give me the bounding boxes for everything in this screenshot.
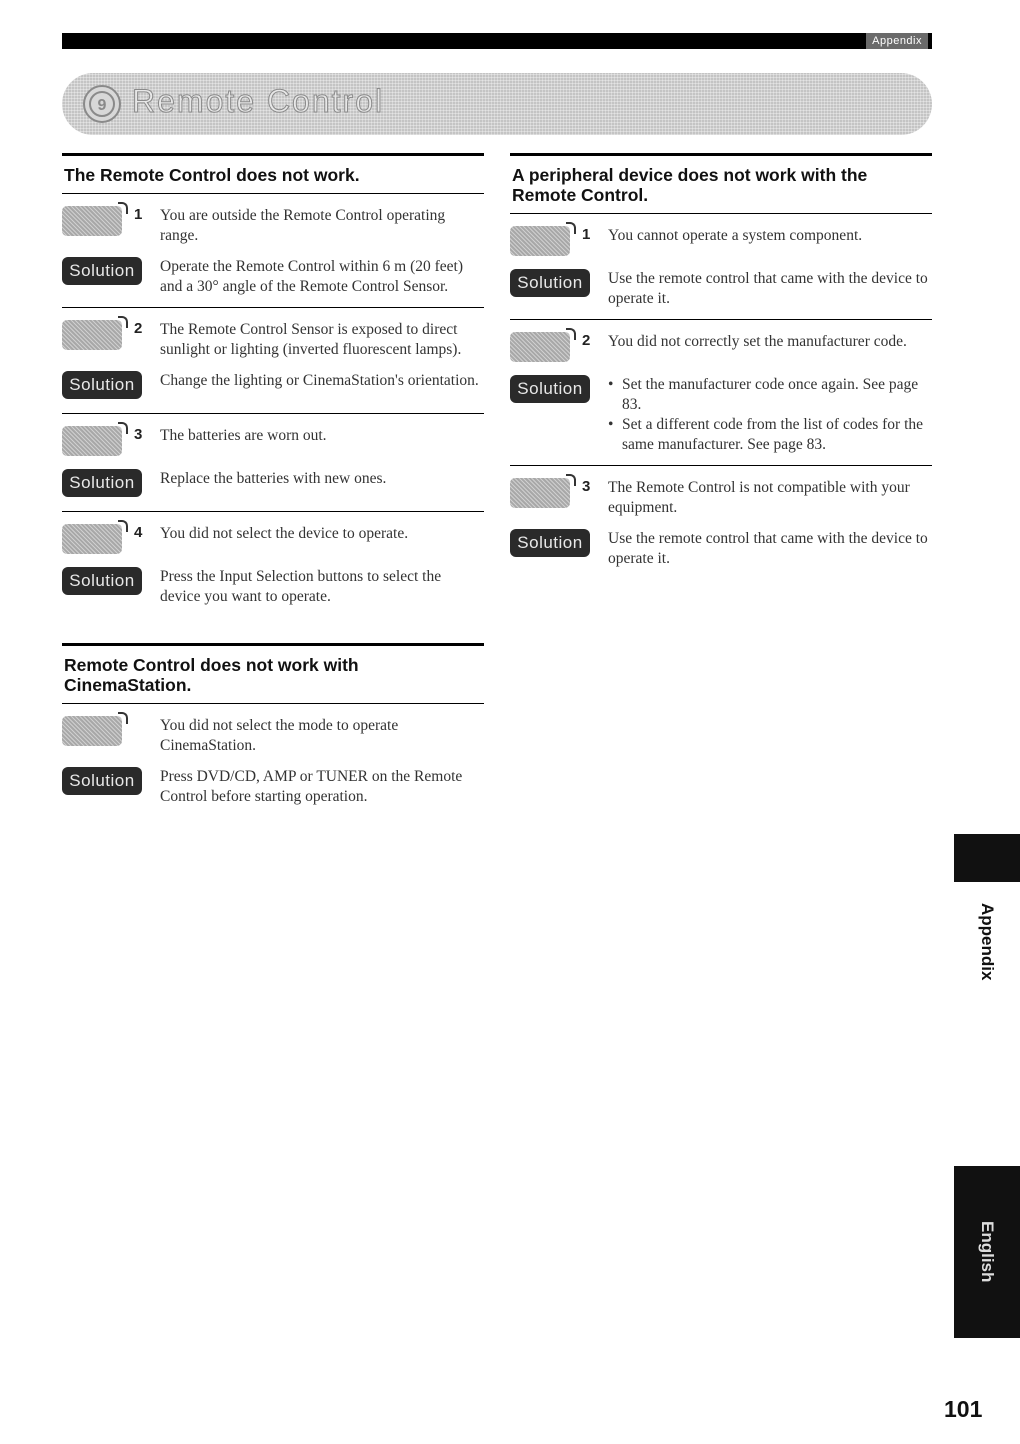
solution-badge: Solution: [62, 469, 142, 497]
title-banner: [62, 73, 932, 135]
appendix-tab-marker: [954, 834, 1020, 882]
problem-number: 2: [582, 332, 591, 349]
problem-block-cinemastation: [62, 704, 484, 817]
section-heading-cinemastation: Remote Control does not work with CinemaStation.: [62, 643, 484, 704]
problem-number: 4: [134, 524, 143, 541]
solution-badge: Solution: [62, 257, 142, 285]
solution-text: [608, 373, 932, 455]
svg-text:9: 9: [97, 97, 107, 114]
side-label-appendix: Appendix: [978, 903, 997, 981]
problem-number: 3: [134, 426, 143, 443]
section-tab-label: Appendix: [866, 33, 928, 49]
solution-text: Press DVD/CD, AMP or TUNER on the Remote Control before starting operation.: [160, 768, 463, 805]
problem-icon: [62, 206, 122, 236]
solution-bullet: • Set a different code from the list of codes for the same manufacturer. See page 83.: [608, 415, 932, 455]
side-label-english: English: [954, 1166, 1020, 1338]
right-column: [510, 153, 932, 579]
problem-block-4: [62, 512, 484, 617]
solution-badge: Solution: [510, 269, 590, 297]
solution-badge: Solution: [510, 529, 590, 557]
solution-badge: Solution: [510, 375, 590, 403]
solution-badge: Solution: [62, 567, 142, 595]
solution-text: Operate the Remote Control within 6 m (20 feet) and a 30° angle of the Remote Control Sensor.: [160, 258, 464, 295]
solution-text: Change the lighting or CinemaStation's orientation.: [160, 372, 479, 389]
solution-bullet-list: [608, 375, 932, 455]
problem-block-r1: [510, 214, 932, 320]
problem-block-r2: [510, 320, 932, 466]
problem-icon: [510, 332, 570, 362]
problem-text: The batteries are worn out.: [160, 427, 327, 444]
section-heading-remote-not-work: The Remote Control does not work.: [62, 153, 484, 194]
problem-text: You did not correctly set the manufacturer code.: [608, 333, 907, 350]
page-title: Remote Control: [132, 83, 385, 119]
problem-text: You did not select the device to operate.: [160, 525, 409, 542]
remote-control-icon: [82, 84, 122, 124]
problem-text: You cannot operate a system component.: [608, 227, 863, 244]
solution-badge: Solution: [62, 767, 142, 795]
solution-bullet: • Set the manufacturer code once again. See page 83.: [608, 375, 932, 415]
problem-number: 2: [134, 320, 143, 337]
page-number: 101: [944, 1396, 983, 1422]
problem-block-r3: [510, 466, 932, 579]
problem-icon: [510, 478, 570, 508]
problem-text: The Remote Control is not compatible with your equipment.: [608, 479, 910, 516]
solution-text: Use the remote control that came with the device to operate it.: [608, 530, 928, 567]
problem-block-3: [62, 414, 484, 512]
problem-icon: [62, 320, 122, 350]
problem-block-1: [62, 194, 484, 308]
problem-block-2: [62, 308, 484, 414]
problem-text: You did not select the mode to operate CinemaStation.: [160, 717, 399, 754]
solution-badge: Solution: [62, 371, 142, 399]
solution-text: Press the Input Selection buttons to select the device you want to operate.: [160, 568, 442, 605]
problem-number: 1: [134, 206, 143, 223]
header-bar: [62, 33, 932, 49]
solution-text: Use the remote control that came with the device to operate it.: [608, 270, 928, 307]
problem-icon: [62, 716, 122, 746]
problem-text: The Remote Control Sensor is exposed to direct sunlight or lighting (inverted fluorescent lamps).: [160, 321, 462, 358]
problem-text: You are outside the Remote Control operating range.: [160, 207, 446, 244]
solution-text: Replace the batteries with new ones.: [160, 470, 387, 487]
problem-icon: [62, 426, 122, 456]
problem-number: 1: [582, 226, 591, 243]
section-heading-peripheral: A peripheral device does not work with the Remote Control.: [510, 153, 932, 214]
problem-icon: [510, 226, 570, 256]
problem-number: 3: [582, 478, 591, 495]
left-column: [62, 153, 484, 817]
problem-icon: [62, 524, 122, 554]
